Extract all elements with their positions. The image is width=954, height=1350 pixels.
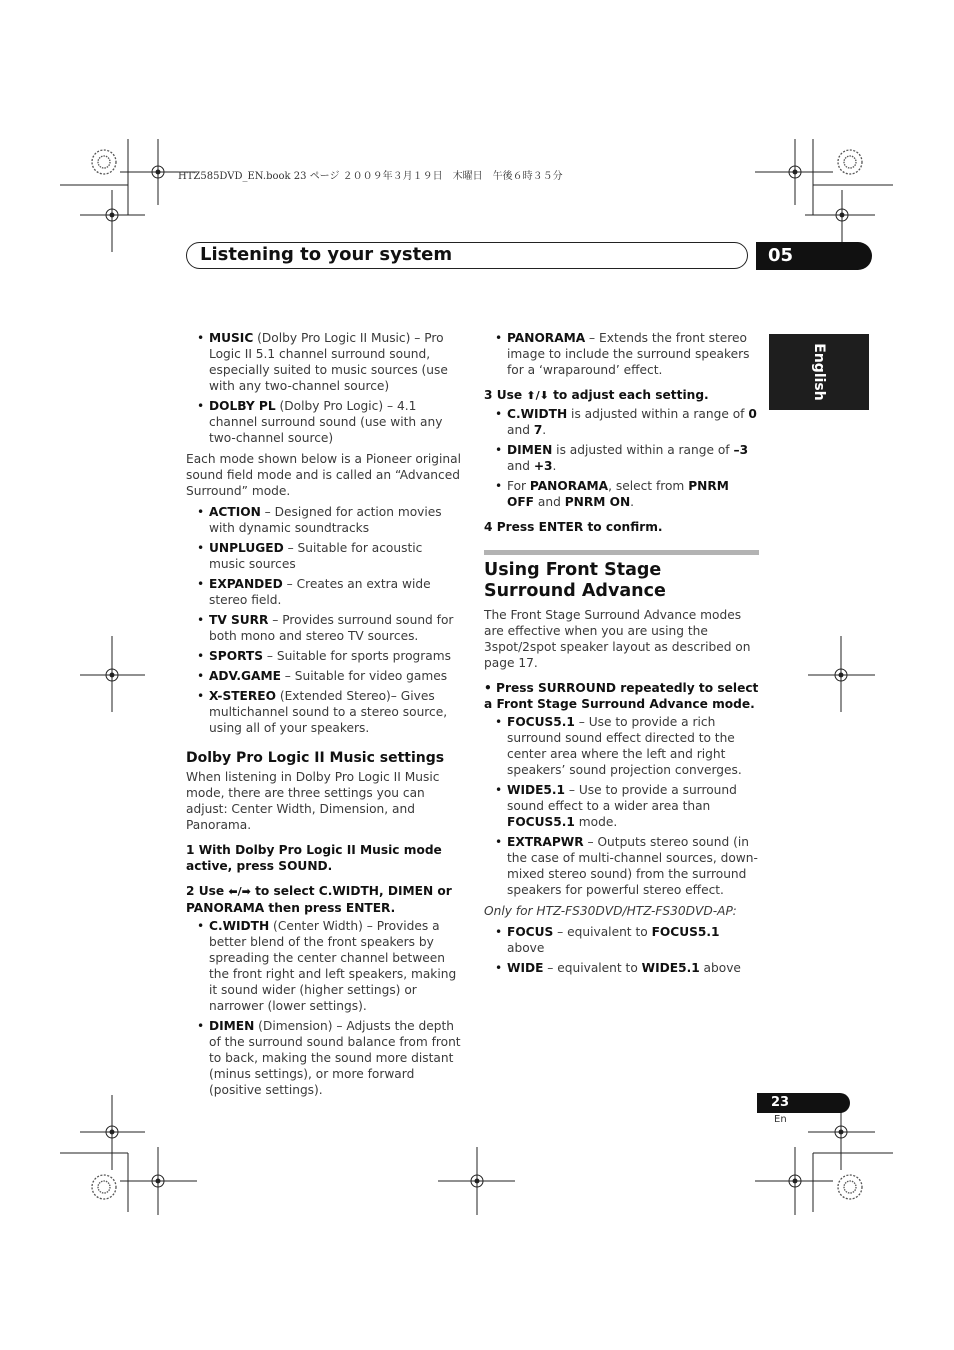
file-header: HTZ585DVD_EN.book 23 ページ ２００９年３月１９日 木曜日 午後６時３５分: [178, 171, 563, 182]
list-item: • C.WIDTH (Center Width) – Provides a better blend of the front speakers by spreading the center channel between the front right and left speakers, making it sound wider (higher settings) or narrower (lower settings).: [186, 918, 461, 1014]
step-1: 1 With Dolby Pro Logic II Music mode active, press SOUND.: [186, 843, 442, 873]
list-item: • FOCUS – equivalent to FOCUS5.1 above: [484, 924, 759, 956]
language-tab: [769, 334, 869, 410]
list-item: • DIMEN is adjusted within a range of –3 and +3.: [484, 442, 759, 474]
model-list: [484, 924, 759, 976]
list-item: • ADV.GAME – Suitable for video games: [186, 668, 461, 684]
paragraph: When listening in Dolby Pro Logic II Music mode, there are three settings you can adjust: Center Width, Dimension, and Panorama.: [186, 770, 440, 832]
model-note: Only for HTZ-FS30DVD/HTZ-FS30DVD-AP:: [484, 904, 737, 918]
step-surround: • Press SURROUND repeatedly to select a Front Stage Surround Advance mode.: [484, 681, 759, 711]
list-item: • FOCUS5.1 – Use to provide a rich surround sound effect directed to the center area where the left and right speakers’ sound projection converges.: [484, 714, 759, 778]
list-item: • MUSIC (Dolby Pro Logic II Music) – Pro Logic II 5.1 channel surround sound, especially suited to music sources (use with any two-channel source): [186, 330, 461, 394]
settings-list-cont: [484, 330, 759, 378]
step-2: 2 Use ⬅/➡ to select C.WIDTH, DIMEN or PANORAMA then press ENTER.: [186, 884, 452, 915]
page-language: En: [774, 1114, 787, 1125]
right-column: [484, 330, 759, 981]
list-item: • DOLBY PL (Dolby Pro Logic) – 4.1 channel surround sound (use with any two-channel source): [186, 398, 461, 446]
list-item: • EXTRAPWR – Outputs stereo sound (in the case of multi-channel sources, down-mixed stereo sound) from the surround speakers for powerful stereo effect.: [484, 834, 759, 898]
list-item: • WIDE5.1 – Use to provide a surround sound effect to a wider area than FOCUS5.1 mode.: [484, 782, 759, 830]
list-item: • TV SURR – Provides surround sound for both mono and stereo TV sources.: [186, 612, 461, 644]
list-item: • EXPANDED – Creates an extra wide stereo field.: [186, 576, 461, 608]
list-item: • ACTION – Designed for action movies with dynamic soundtracks: [186, 504, 461, 536]
list-item: • DIMEN (Dimension) – Adjusts the depth of the surround sound balance from front to back, making the sound more distant (minus settings), or more forward (positive settings).: [186, 1018, 461, 1098]
section-heading: Using Front Stage Surround Advance: [484, 560, 666, 601]
list-item: • PANORAMA – Extends the front stereo image to include the surround speakers for a ‘wraparound’ effect.: [484, 330, 759, 378]
mode-list: [186, 330, 461, 446]
list-item: • UNPLUGED – Suitable for acoustic music sources: [186, 540, 461, 572]
range-list: [484, 406, 759, 510]
list-item: • X-STEREO (Extended Stereo)– Gives multichannel sound to a stereo source, using all of your speakers.: [186, 688, 461, 736]
section-title: Listening to your system: [200, 244, 453, 265]
heading-rule: [484, 550, 759, 555]
chapter-number: 05: [768, 245, 794, 266]
front-stage-list: [484, 714, 759, 898]
left-column: [186, 330, 461, 1103]
list-item: • SPORTS – Suitable for sports programs: [186, 648, 461, 664]
up-down-arrows-icon: ⬆/⬇: [526, 389, 549, 402]
step-3: 3 Use ⬆/⬇ to adjust each setting.: [484, 388, 709, 402]
advanced-surround-list: [186, 504, 461, 736]
list-item: • C.WIDTH is adjusted within a range of 0 and 7.: [484, 406, 759, 438]
language-label: English: [811, 343, 827, 401]
left-right-arrows-icon: ⬅/➡: [228, 885, 251, 898]
page-number: 23: [771, 1095, 790, 1110]
settings-list: [186, 918, 461, 1098]
list-item: • For PANORAMA, select from PNRM OFF and PNRM ON.: [484, 478, 759, 510]
subheading: Dolby Pro Logic II Music settings: [186, 750, 445, 766]
step-4: 4 Press ENTER to confirm.: [484, 520, 663, 534]
paragraph: Each mode shown below is a Pioneer original sound field mode and is called an “Advanced Surround” mode.: [186, 452, 461, 498]
paragraph: The Front Stage Surround Advance modes are effective when you are using the 3spot/2spot speaker layout as described on page 17.: [484, 608, 751, 670]
list-item: • WIDE – equivalent to WIDE5.1 above: [484, 960, 759, 976]
